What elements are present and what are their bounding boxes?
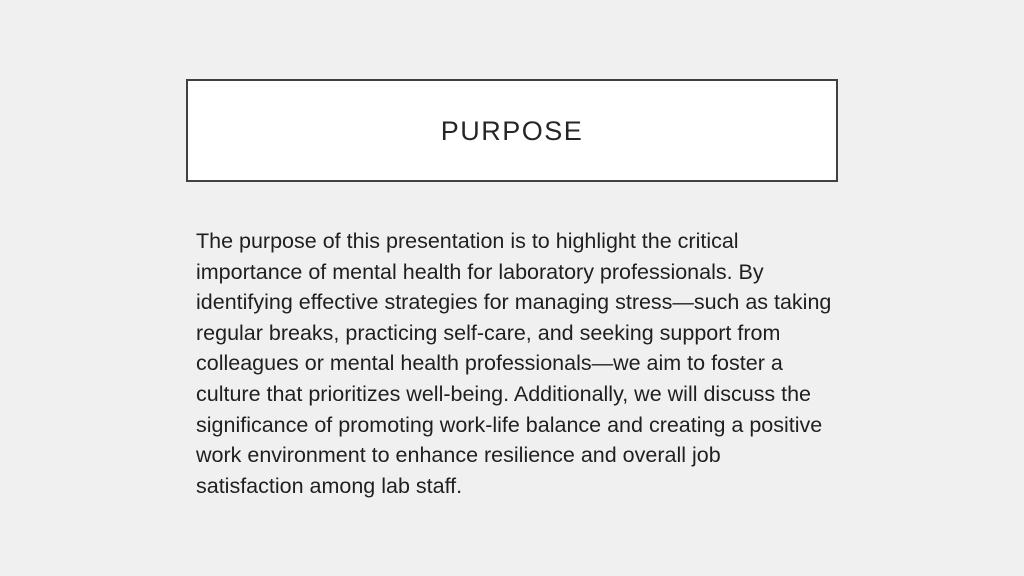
body-paragraph: The purpose of this presentation is to highlight the critical importance of mental health for laboratory professionals. By identifying effective strategies for managing stress—such as taking regular breaks, practicing self-care, and seeking support from colleagues or mental health professionals—we aim to foster a culture that prioritizes well-being. Additionally, we will discuss the significance of promoting work-life balance and creating a positive work environment to enhance resilience and overall job satisfaction among lab staff. — [196, 229, 832, 498]
slide-title: PURPOSE — [440, 116, 584, 146]
title-box — [186, 79, 838, 182]
